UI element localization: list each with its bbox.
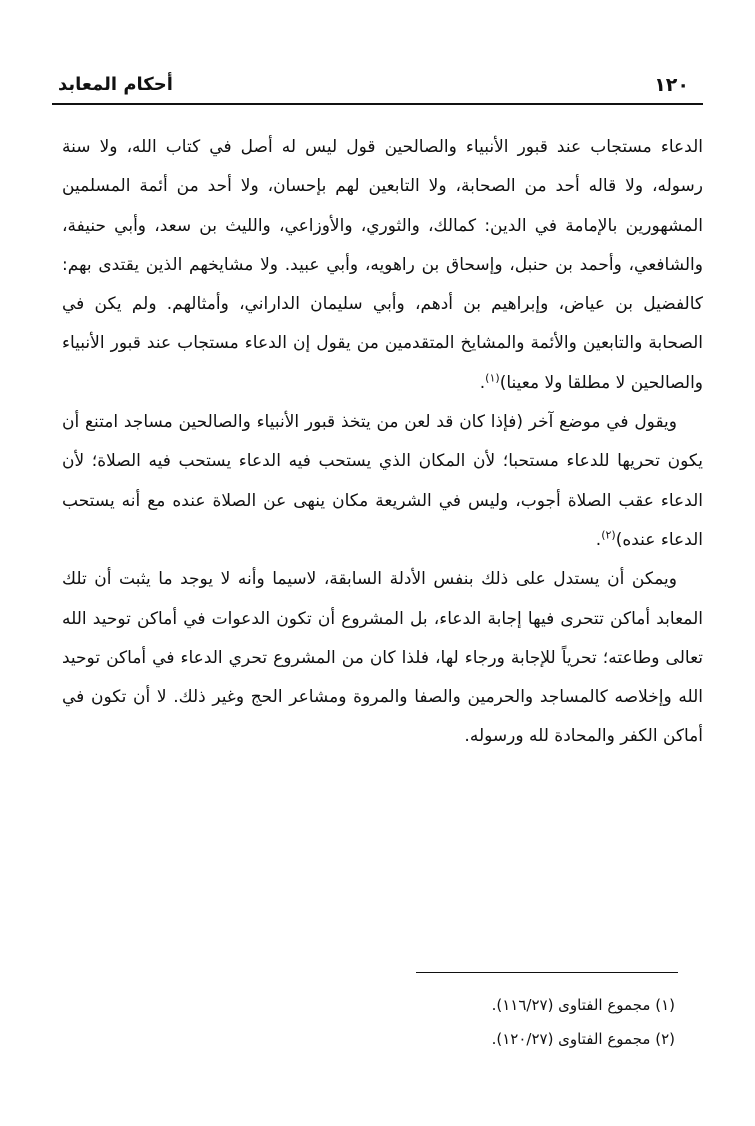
paragraph-1-end: . <box>479 372 486 393</box>
footnote-rule <box>416 972 678 973</box>
footnote-1: (١) مجموع الفتاوى (١١٦/٢٧). <box>491 996 675 1014</box>
paragraph-2-end: . <box>595 529 602 550</box>
paragraph-1-text: الدعاء مستجاب عند قبور الأنبياء والصالحين قول ليس له أصل في كتاب الله، ولا سنة رسوله، ولا قاله أحد من الصحابة، ولا التابعين لهم بإحسان، ولا أحد من أئمة المسلمين المشهورين بالإمامة في الدين: كمالك، والثوري، والأوزاعي، والليث بن سعد، وأبي حنيفة، والشافعي، وأحمد بن حنبل، وإسحاق بن راهويه، وأبي عبيد. ولا مشايخهم الذين يقتدى بهم: كالفضيل بن عياض، وإبراهيم بن أدهم، وأبي سليمان الداراني، وأمثالهم. ولم يكن في الصحابة والتابعين والأئمة والمشايخ المتقدمين من يقول إن الدعاء مستجاب عند قبور الأنبياء والصالحين لا مطلقا ولا معينا) <box>62 137 703 393</box>
paragraph-1 <box>62 128 703 403</box>
body-text <box>62 128 703 757</box>
paragraph-2 <box>62 403 703 560</box>
footnote-2: (٢) مجموع الفتاوى (١٢٠/٢٧). <box>491 1030 675 1048</box>
paragraph-3 <box>62 560 703 756</box>
footnote-ref-1: (١) <box>485 371 500 385</box>
footnotes <box>120 988 675 1056</box>
page-number: ١٢٠ <box>654 74 689 96</box>
paragraph-2-text: ويقول في موضع آخر (فإذا كان قد لعن من يتخذ قبور الأنبياء والصالحين مساجد امتنع أن يكون تحريها للدعاء مستحبا؛ لأن المكان الذي يستحب فيه الدعاء يستحب فيه الصلاة؛ لأن الدعاء عقب الصلاة أجوب، وليس في الشريعة مكان ينهى عن الصلاة عنده مع أنه يستحب الدعاء عنده) <box>62 412 703 550</box>
page-header <box>52 70 703 104</box>
paragraph-3-text: ويمكن أن يستدل على ذلك بنفس الأدلة السابقة، لاسيما وأنه لا يوجد ما يثبت أن تلك المعابد أماكن تتحرى فيها إجابة الدعاء، بل المشروع أن تكون الدعوات في أماكن توحيد الله تعالى وطاعته؛ تحرياً للإجابة ورجاء لها، فلذا كان من المشروع تحري الدعاء في أماكن توحيد الله وإخلاصه كالمساجد والحرمين والصفا والمروة ومشاعر الحج وغير ذلك. لا أن تكون في أماكن الكفر والمحادة لله ورسوله. <box>62 569 703 747</box>
running-title: أحكام المعابد <box>58 74 173 95</box>
footnote-ref-2: (٢) <box>601 528 616 542</box>
header-rule <box>52 103 703 105</box>
